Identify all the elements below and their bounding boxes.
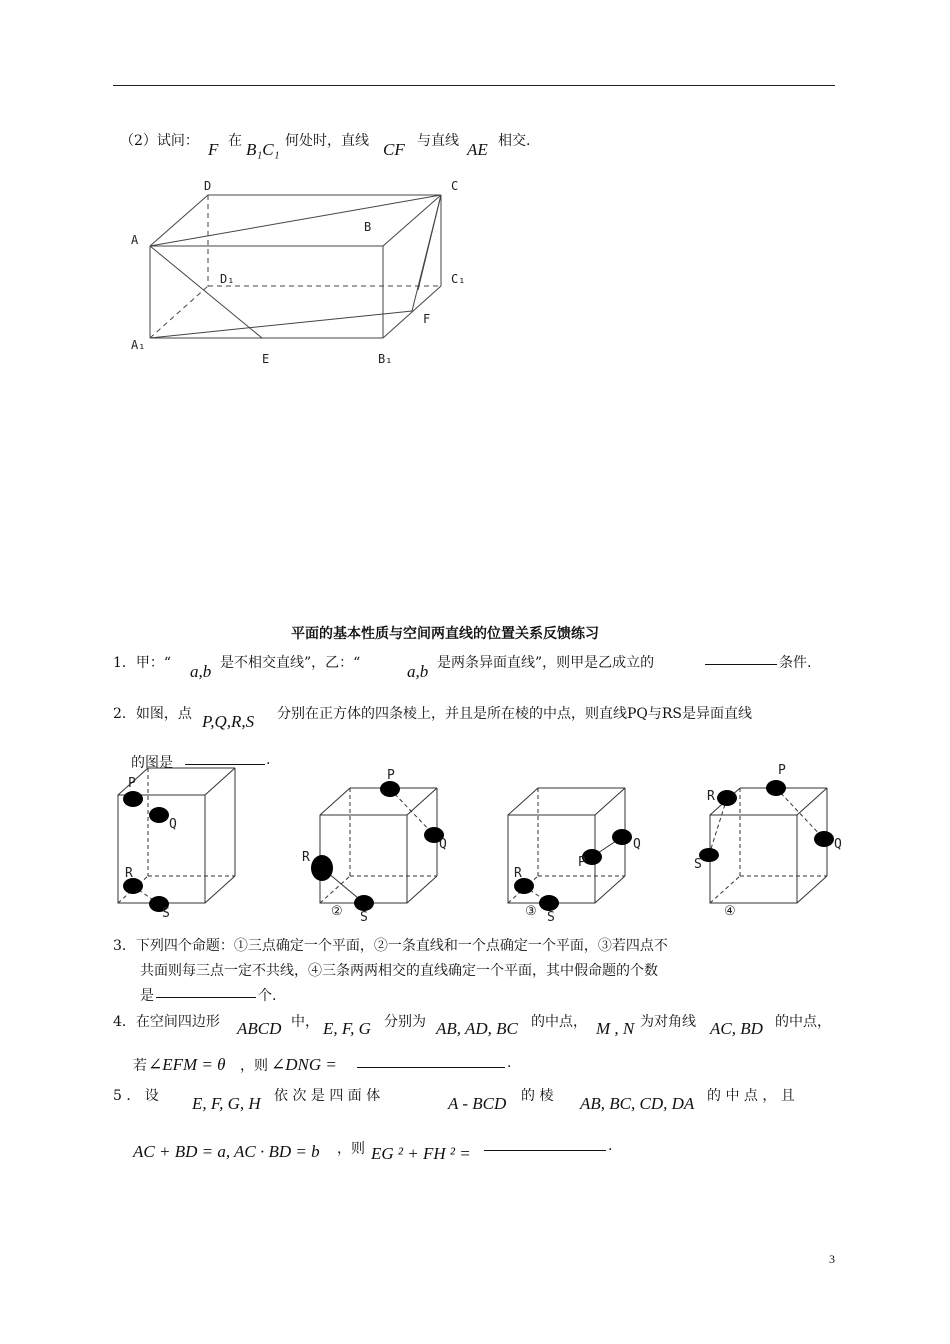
cube1-label-S: S bbox=[162, 906, 170, 921]
word-intersect: 相交. bbox=[498, 133, 531, 149]
q5-text1: 依 次 是 四 面 体 bbox=[274, 1088, 381, 1104]
line-CF: CF bbox=[383, 140, 405, 159]
q4-mid2: 的中点， bbox=[775, 1014, 831, 1030]
q4-diags: AC, BD bbox=[710, 1019, 763, 1038]
q1-ab2: a,b bbox=[407, 662, 429, 681]
q4-blank bbox=[357, 1055, 505, 1072]
cube4-label-R: R bbox=[707, 789, 715, 804]
diag-AC bbox=[150, 195, 441, 246]
var-F: F bbox=[208, 140, 219, 159]
cube2-number: ② bbox=[331, 904, 343, 919]
q5-end: . bbox=[608, 1138, 613, 1154]
cube1-label-R: R bbox=[125, 866, 133, 881]
cube1-label-P: P bbox=[128, 776, 136, 791]
label-A: A bbox=[131, 233, 139, 247]
cube4-label-P: P bbox=[778, 763, 786, 778]
q5-ze: ，则 bbox=[337, 1141, 365, 1157]
prism-figure bbox=[0, 0, 950, 380]
q4-efg: E, F, G bbox=[323, 1019, 371, 1038]
q2-points: P,Q,R,S bbox=[202, 712, 255, 731]
label-F: F bbox=[423, 312, 431, 326]
q5-text2: 的 棱 bbox=[521, 1088, 554, 1104]
q4-zhong: 中， bbox=[291, 1014, 319, 1030]
cube1-label-Q: Q bbox=[169, 817, 177, 832]
label-A1: A₁ bbox=[131, 338, 146, 352]
q5-abcd: A - BCD bbox=[448, 1094, 507, 1113]
cube2-label-P: P bbox=[387, 768, 395, 783]
word-zai: 在 bbox=[228, 133, 242, 149]
page-number: 3 bbox=[829, 1252, 835, 1266]
q1-num: 1．甲：“ bbox=[113, 655, 172, 671]
q5-efgh: E, F, G, H bbox=[192, 1094, 261, 1113]
line-A1F bbox=[150, 311, 412, 338]
cube-3 bbox=[508, 788, 641, 925]
q1-text1: 是不相交直线”，乙：“ bbox=[220, 655, 361, 671]
q1-ab1: a,b bbox=[190, 662, 212, 681]
line-AE: AE bbox=[467, 140, 488, 159]
q5-num: 5 ． 设 bbox=[113, 1088, 159, 1104]
q5-blank bbox=[484, 1138, 606, 1155]
edge-BC bbox=[383, 195, 441, 246]
q2-num: 2．如图，点 bbox=[113, 706, 192, 722]
segment-B1C1: B₁C₁ bbox=[246, 140, 280, 159]
line-CF-aux bbox=[418, 195, 441, 290]
q4-angle1: ∠EFM = θ bbox=[148, 1055, 226, 1074]
q4-num: 4．在空间四边形 bbox=[113, 1014, 220, 1030]
cube3-label-S: S bbox=[547, 910, 555, 925]
label-D: D bbox=[204, 179, 212, 193]
label-C: C bbox=[451, 179, 459, 193]
q2-text3: . bbox=[266, 752, 271, 768]
q4-mid: 的中点， bbox=[531, 1014, 587, 1030]
q3-blank bbox=[156, 985, 256, 1002]
q5-edges: AB, BC, CD, DA bbox=[580, 1094, 695, 1113]
q5-cond: AC + BD = a, AC · BD = b bbox=[133, 1142, 320, 1161]
label-B: B bbox=[364, 220, 372, 234]
q4-angle2: ∠DNG = bbox=[271, 1055, 337, 1074]
label-C1: C₁ bbox=[451, 272, 466, 286]
label-E: E bbox=[262, 352, 270, 366]
cube-4 bbox=[694, 763, 842, 919]
cube-1 bbox=[118, 768, 235, 921]
q5-text3: 的 中 点 ， 且 bbox=[707, 1088, 795, 1104]
section-title: 平面的基本性质与空间两直线的位置关系反馈练习 bbox=[291, 626, 599, 642]
q5-expr: EG ² + FH ² = bbox=[371, 1144, 471, 1163]
cube4-number: ④ bbox=[724, 904, 736, 919]
q4-fenbie: 分别为 bbox=[384, 1014, 426, 1030]
q4-sides: AB, AD, BC bbox=[436, 1019, 518, 1038]
edge-AD bbox=[150, 195, 208, 246]
q4-diag: 为对角线 bbox=[640, 1014, 696, 1030]
q3-line3a: 是 bbox=[140, 988, 154, 1004]
label-D1: D₁ bbox=[220, 272, 235, 286]
cube2-label-Q: Q bbox=[439, 837, 447, 852]
word-and: 与直线 bbox=[417, 133, 459, 149]
q4-abcd: ABCD bbox=[237, 1019, 282, 1038]
line-AE bbox=[150, 246, 262, 338]
cube-2 bbox=[302, 768, 447, 925]
cube3-number: ③ bbox=[525, 904, 537, 919]
cube2-label-R: R bbox=[302, 850, 310, 865]
cube3-label-R: R bbox=[514, 866, 522, 881]
q4-ruo: 若 bbox=[133, 1058, 147, 1074]
q4-mn: M , N bbox=[596, 1019, 635, 1038]
word-when: 何处时，直线 bbox=[285, 133, 369, 149]
part2-prefix: （2）试问： bbox=[120, 133, 199, 149]
label-B1: B₁ bbox=[378, 352, 393, 366]
cube2-label-S: S bbox=[360, 910, 368, 925]
q1-blank bbox=[705, 652, 777, 669]
q2-text2: 的图是 bbox=[131, 755, 173, 771]
edge-A1D1 bbox=[150, 286, 208, 338]
cube3-label-P: P bbox=[578, 855, 586, 870]
cube3-label-Q: Q bbox=[633, 837, 641, 852]
q3-line1: 3．下列四个命题：①三点确定一个平面，②一条直线和一个点确定一个平面，③若四点不 bbox=[113, 938, 668, 954]
q4-ze: ，则 bbox=[240, 1058, 268, 1074]
cube-figures bbox=[0, 755, 950, 930]
q1-text2: 是两条异面直线”，则甲是乙成立的 bbox=[437, 655, 655, 671]
q3-line3b: 个. bbox=[258, 988, 277, 1004]
q2-text1: 分别在正方体的四条棱上，并且是所在棱的中点，则直线PQ与RS是异面直线 bbox=[277, 706, 753, 722]
edge-B1C1 bbox=[383, 286, 441, 338]
q3-line2: 共面则每三点一定不共线，④三条两两相交的直线确定一个平面，其中假命题的个数 bbox=[140, 963, 658, 979]
q1-text3: 条件. bbox=[779, 655, 812, 671]
cube4-label-Q: Q bbox=[834, 837, 842, 852]
cube4-label-S: S bbox=[694, 857, 702, 872]
q4-end: . bbox=[507, 1055, 512, 1071]
